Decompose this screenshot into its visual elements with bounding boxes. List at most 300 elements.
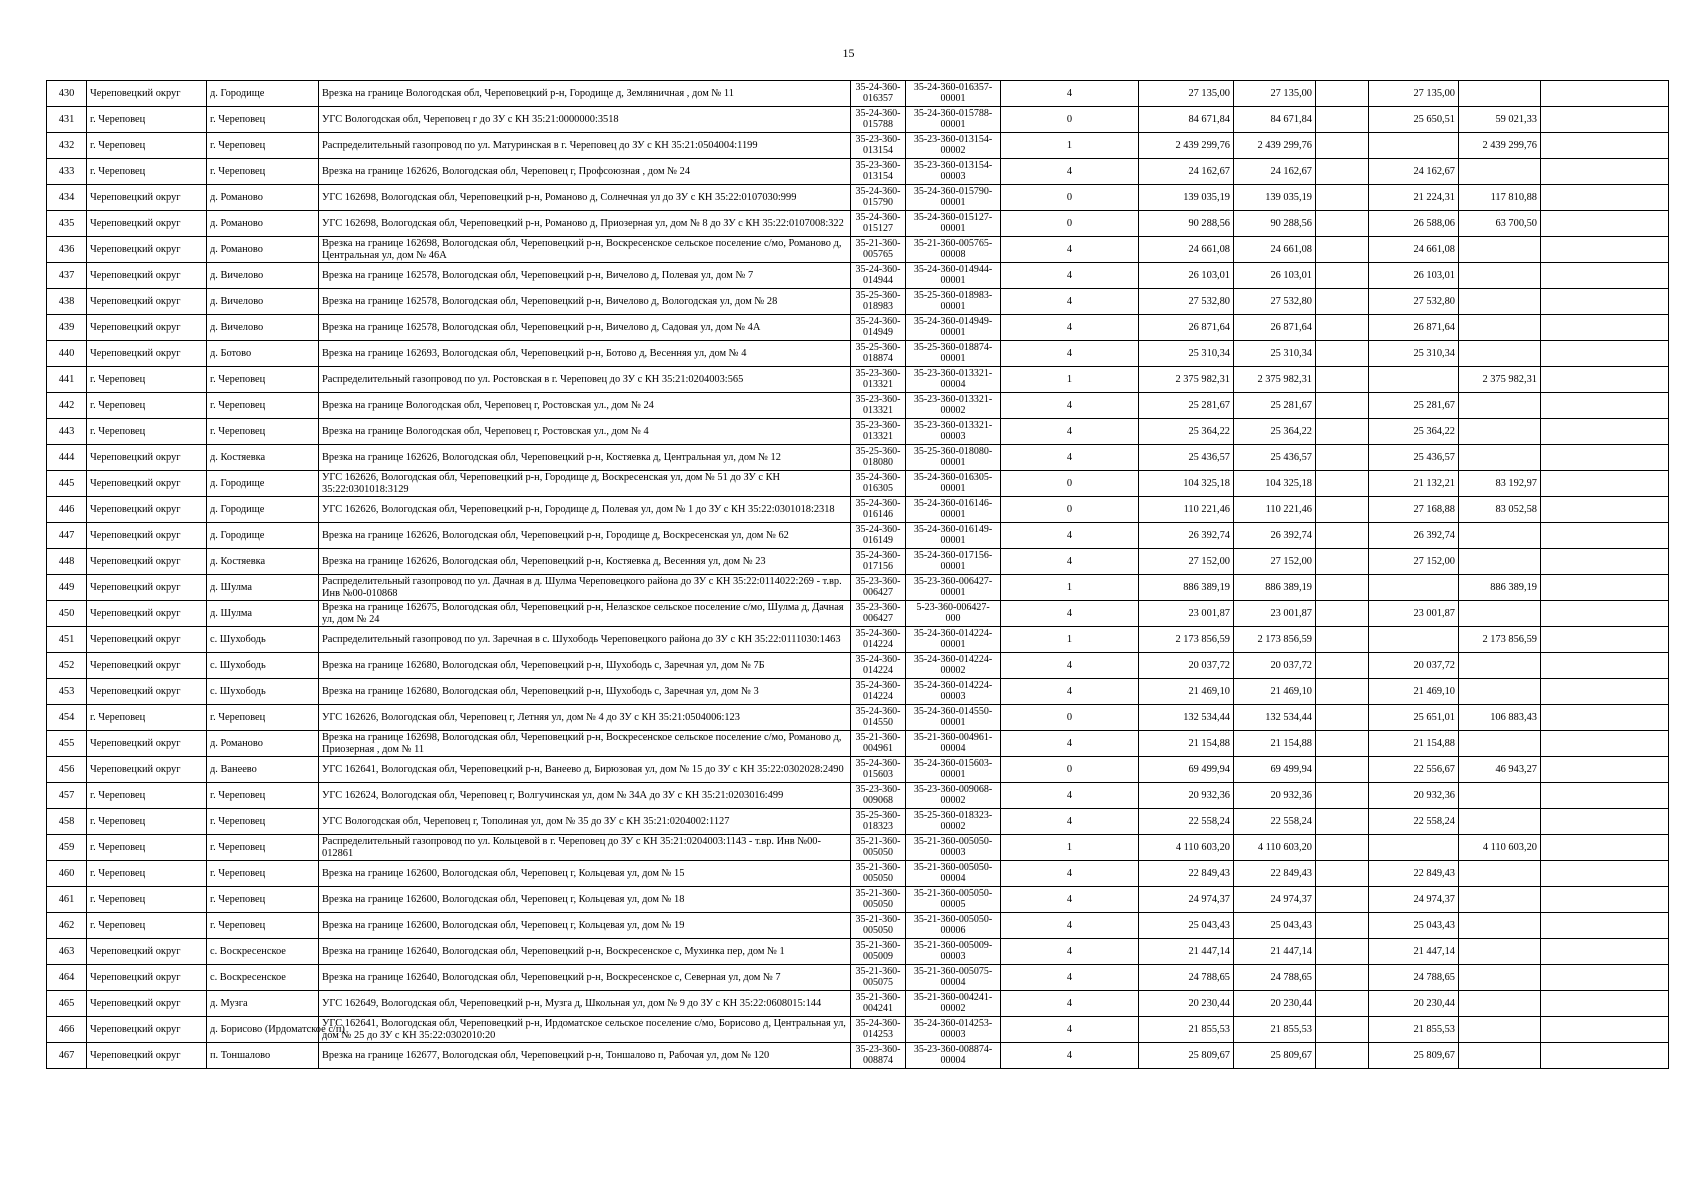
amount-total-cell: 25 436,57	[1139, 445, 1234, 471]
table-row	[47, 263, 1669, 289]
object-code-cell: 35-21-360-005765	[851, 237, 906, 263]
table-row	[47, 601, 1669, 627]
amount-total-cell: 26 103,01	[1139, 263, 1234, 289]
page-number: 15	[842, 46, 855, 60]
settlement-cell: д. Шулма	[207, 601, 319, 627]
description-cell: УГС 162626, Вологодская обл, Череповецкий р-н, Городище д, Полевая ул, дом № 1 до ЗУ с КН 35:22:0301018:2318	[319, 497, 851, 523]
amount-part-2-cell	[1459, 159, 1541, 185]
amount-extra-cell	[1541, 367, 1669, 393]
row-number-cell: 458	[47, 809, 87, 835]
row-number-cell: 442	[47, 393, 87, 419]
row-number-cell: 457	[47, 783, 87, 809]
table-row	[47, 861, 1669, 887]
object-code-cell: 35-21-360-005050	[851, 913, 906, 939]
amount-total-2-cell: 22 849,43	[1234, 861, 1316, 887]
object-subcode-cell: 5-23-360-006427-000	[906, 601, 1001, 627]
amount-total-cell: 21 855,53	[1139, 1017, 1234, 1043]
amount-extra-cell	[1541, 159, 1669, 185]
object-subcode-cell: 35-24-360-014224-00002	[906, 653, 1001, 679]
table-row	[47, 965, 1669, 991]
object-subcode-cell: 35-21-360-004241-00002	[906, 991, 1001, 1017]
okrug-cell: Череповецкий округ	[87, 263, 207, 289]
category-cell: 0	[1001, 471, 1139, 497]
object-subcode-cell: 35-23-360-013321-00004	[906, 367, 1001, 393]
amount-part-2-cell	[1459, 887, 1541, 913]
amount-part-1-cell: 26 588,06	[1369, 211, 1459, 237]
row-number-cell: 463	[47, 939, 87, 965]
object-subcode-cell: 35-24-360-014550-00001	[906, 705, 1001, 731]
okrug-cell: Череповецкий округ	[87, 445, 207, 471]
object-code-cell: 35-24-360-016305	[851, 471, 906, 497]
amount-part-1-cell: 22 556,67	[1369, 757, 1459, 783]
object-code-cell: 35-21-360-005050	[851, 835, 906, 861]
amount-total-cell: 24 661,08	[1139, 237, 1234, 263]
amount-empty-cell	[1316, 237, 1369, 263]
table-row	[47, 913, 1669, 939]
object-subcode-cell: 35-25-360-018874-00001	[906, 341, 1001, 367]
amount-extra-cell	[1541, 289, 1669, 315]
amount-part-2-cell: 106 883,43	[1459, 705, 1541, 731]
amount-part-2-cell	[1459, 731, 1541, 757]
amount-total-cell: 2 375 982,31	[1139, 367, 1234, 393]
object-code-cell: 35-21-360-004241	[851, 991, 906, 1017]
okrug-cell: Череповецкий округ	[87, 185, 207, 211]
category-cell: 0	[1001, 497, 1139, 523]
table-row	[47, 575, 1669, 601]
category-cell: 4	[1001, 549, 1139, 575]
table-row	[47, 393, 1669, 419]
settlement-cell: д. Вичелово	[207, 263, 319, 289]
description-cell: Распределительный газопровод по ул. Заречная в с. Шухободь Череповецкого района до ЗУ с КН 35:22:0111030:1463	[319, 627, 851, 653]
object-code-cell: 35-24-360-014224	[851, 627, 906, 653]
amount-total-2-cell: 2 439 299,76	[1234, 133, 1316, 159]
amount-part-1-cell: 21 154,88	[1369, 731, 1459, 757]
amount-total-2-cell: 24 788,65	[1234, 965, 1316, 991]
amount-part-1-cell: 25 043,43	[1369, 913, 1459, 939]
amount-part-2-cell: 4 110 603,20	[1459, 835, 1541, 861]
amount-total-2-cell: 27 135,00	[1234, 81, 1316, 107]
amount-total-2-cell: 139 035,19	[1234, 185, 1316, 211]
amount-total-2-cell: 132 534,44	[1234, 705, 1316, 731]
row-number-cell: 460	[47, 861, 87, 887]
row-number-cell: 465	[47, 991, 87, 1017]
amount-total-2-cell: 24 661,08	[1234, 237, 1316, 263]
object-code-cell: 35-25-360-018080	[851, 445, 906, 471]
settlement-cell: с. Шухободь	[207, 627, 319, 653]
table-row	[47, 679, 1669, 705]
object-subcode-cell: 35-24-360-015790-00001	[906, 185, 1001, 211]
row-number-cell: 434	[47, 185, 87, 211]
row-number-cell: 467	[47, 1043, 87, 1069]
okrug-cell: Череповецкий округ	[87, 471, 207, 497]
okrug-cell: Череповецкий округ	[87, 497, 207, 523]
amount-total-2-cell: 21 154,88	[1234, 731, 1316, 757]
amount-part-2-cell	[1459, 549, 1541, 575]
amount-part-1-cell: 26 103,01	[1369, 263, 1459, 289]
amount-total-2-cell: 90 288,56	[1234, 211, 1316, 237]
object-subcode-cell: 35-23-360-006427-00001	[906, 575, 1001, 601]
object-subcode-cell: 35-24-360-014224-00003	[906, 679, 1001, 705]
amount-extra-cell	[1541, 653, 1669, 679]
description-cell: УГС 162641, Вологодская обл, Череповецкий р-н, Ванеево д, Бирюзовая ул, дом № 15 до ЗУ с КН 35:22:0302028:2490	[319, 757, 851, 783]
amount-empty-cell	[1316, 471, 1369, 497]
amount-part-2-cell	[1459, 991, 1541, 1017]
object-subcode-cell: 35-24-360-015603-00001	[906, 757, 1001, 783]
category-cell: 4	[1001, 1017, 1139, 1043]
amount-total-cell: 20 932,36	[1139, 783, 1234, 809]
row-number-cell: 450	[47, 601, 87, 627]
amount-total-cell: 21 154,88	[1139, 731, 1234, 757]
amount-part-1-cell: 25 310,34	[1369, 341, 1459, 367]
object-code-cell: 35-24-360-015788	[851, 107, 906, 133]
amount-extra-cell	[1541, 679, 1669, 705]
description-cell: УГС 162626, Вологодская обл, Череповец г, Летняя ул, дом № 4 до ЗУ с КН 35:21:0504006:123	[319, 705, 851, 731]
amount-extra-cell	[1541, 939, 1669, 965]
okrug-cell: Череповецкий округ	[87, 731, 207, 757]
description-cell: Врезка на границе 162578, Вологодская обл, Череповецкий р-н, Вичелово д, Полевая ул, дом № 7	[319, 263, 851, 289]
row-number-cell: 441	[47, 367, 87, 393]
category-cell: 4	[1001, 913, 1139, 939]
amount-total-2-cell: 25 364,22	[1234, 419, 1316, 445]
settlement-cell: г. Череповец	[207, 809, 319, 835]
amount-extra-cell	[1541, 757, 1669, 783]
object-subcode-cell: 35-25-360-018080-00001	[906, 445, 1001, 471]
amount-total-cell: 69 499,94	[1139, 757, 1234, 783]
category-cell: 4	[1001, 653, 1139, 679]
object-code-cell: 35-23-360-013321	[851, 419, 906, 445]
category-cell: 4	[1001, 783, 1139, 809]
amount-total-2-cell: 25 281,67	[1234, 393, 1316, 419]
settlement-cell: г. Череповец	[207, 783, 319, 809]
amount-total-cell: 20 230,44	[1139, 991, 1234, 1017]
description-cell: Врезка на границе 162640, Вологодская обл, Череповецкий р-н, Воскресенское с, Мухинка пер, дом № 1	[319, 939, 851, 965]
amount-part-1-cell: 24 788,65	[1369, 965, 1459, 991]
amount-part-2-cell: 63 700,50	[1459, 211, 1541, 237]
amount-total-cell: 23 001,87	[1139, 601, 1234, 627]
object-code-cell: 35-24-360-015790	[851, 185, 906, 211]
amount-extra-cell	[1541, 341, 1669, 367]
description-cell: Врезка на границе Вологодская обл, Череповец г, Ростовская ул., дом № 24	[319, 393, 851, 419]
amount-empty-cell	[1316, 783, 1369, 809]
category-cell: 0	[1001, 185, 1139, 211]
amount-part-1-cell: 25 281,67	[1369, 393, 1459, 419]
amount-extra-cell	[1541, 315, 1669, 341]
amount-part-2-cell	[1459, 783, 1541, 809]
category-cell: 1	[1001, 133, 1139, 159]
object-code-cell: 35-24-360-014949	[851, 315, 906, 341]
description-cell: УГС 162698, Вологодская обл, Череповецкий р-н, Романово д, Приозерная ул, дом № 8 до ЗУ с КН 35:22:0107008:322	[319, 211, 851, 237]
settlement-cell: д. Вичелово	[207, 289, 319, 315]
amount-total-2-cell: 25 310,34	[1234, 341, 1316, 367]
amount-part-1-cell: 25 651,01	[1369, 705, 1459, 731]
amount-extra-cell	[1541, 783, 1669, 809]
settlement-cell: г. Череповец	[207, 367, 319, 393]
object-subcode-cell: 35-25-360-018323-00002	[906, 809, 1001, 835]
amount-total-cell: 26 392,74	[1139, 523, 1234, 549]
amount-extra-cell	[1541, 861, 1669, 887]
amount-part-2-cell: 2 439 299,76	[1459, 133, 1541, 159]
table-row	[47, 185, 1669, 211]
category-cell: 1	[1001, 367, 1139, 393]
settlement-cell: г. Череповец	[207, 393, 319, 419]
amount-total-cell: 22 849,43	[1139, 861, 1234, 887]
amount-empty-cell	[1316, 913, 1369, 939]
okrug-cell: Череповецкий округ	[87, 289, 207, 315]
okrug-cell: Череповецкий округ	[87, 81, 207, 107]
category-cell: 1	[1001, 575, 1139, 601]
amount-total-2-cell: 20 932,36	[1234, 783, 1316, 809]
description-cell: Врезка на границе Вологодская обл, Череповецкий р-н, Городище д, Земляничная , дом № 11	[319, 81, 851, 107]
row-number-cell: 440	[47, 341, 87, 367]
amount-extra-cell	[1541, 887, 1669, 913]
settlement-cell: г. Череповец	[207, 107, 319, 133]
okrug-cell: г. Череповец	[87, 887, 207, 913]
description-cell: Распределительный газопровод по ул. Кольцевой в г. Череповец до ЗУ с КН 35:21:0204003:1143 - т.вр. Инв №00-012861	[319, 835, 851, 861]
amount-total-2-cell: 26 103,01	[1234, 263, 1316, 289]
amount-total-cell: 84 671,84	[1139, 107, 1234, 133]
object-subcode-cell: 35-23-360-013321-00002	[906, 393, 1001, 419]
okrug-cell: г. Череповец	[87, 419, 207, 445]
description-cell: Врезка на границе Вологодская обл, Череповец г, Ростовская ул., дом № 4	[319, 419, 851, 445]
amount-empty-cell	[1316, 965, 1369, 991]
category-cell: 4	[1001, 159, 1139, 185]
row-number-cell: 432	[47, 133, 87, 159]
okrug-cell: Череповецкий округ	[87, 1043, 207, 1069]
okrug-cell: г. Череповец	[87, 835, 207, 861]
amount-part-2-cell: 117 810,88	[1459, 185, 1541, 211]
settlement-cell: д. Романово	[207, 211, 319, 237]
amount-part-2-cell: 2 375 982,31	[1459, 367, 1541, 393]
category-cell: 4	[1001, 263, 1139, 289]
description-cell: Врезка на границе 162675, Вологодская обл, Череповецкий р-н, Нелазское сельское поселение с/мо, Шулма д, Дачная ул, дом № 24	[319, 601, 851, 627]
row-number-cell: 451	[47, 627, 87, 653]
settlement-cell: д. Романово	[207, 185, 319, 211]
settlement-cell: г. Череповец	[207, 887, 319, 913]
object-code-cell: 35-24-360-014224	[851, 679, 906, 705]
amount-part-1-cell	[1369, 367, 1459, 393]
table-row	[47, 887, 1669, 913]
object-subcode-cell: 35-23-360-008874-00004	[906, 1043, 1001, 1069]
amount-total-cell: 24 788,65	[1139, 965, 1234, 991]
description-cell: Врезка на границе 162578, Вологодская обл, Череповецкий р-н, Вичелово д, Садовая ул, дом № 4А	[319, 315, 851, 341]
settlement-cell: д. Костяевка	[207, 445, 319, 471]
amount-extra-cell	[1541, 991, 1669, 1017]
settlement-cell: д. Городище	[207, 523, 319, 549]
amount-empty-cell	[1316, 1043, 1369, 1069]
amount-extra-cell	[1541, 237, 1669, 263]
object-code-cell: 35-24-360-016149	[851, 523, 906, 549]
category-cell: 1	[1001, 627, 1139, 653]
description-cell: УГС 162626, Вологодская обл, Череповецкий р-н, Городище д, Воскресенская ул, дом № 51 до ЗУ с КН 35:22:0301018:3129	[319, 471, 851, 497]
settlement-cell: г. Череповец	[207, 861, 319, 887]
amount-total-cell: 110 221,46	[1139, 497, 1234, 523]
table-row	[47, 1017, 1669, 1043]
amount-total-2-cell: 26 392,74	[1234, 523, 1316, 549]
amount-empty-cell	[1316, 861, 1369, 887]
amount-extra-cell	[1541, 575, 1669, 601]
category-cell: 4	[1001, 315, 1139, 341]
amount-total-2-cell: 27 152,00	[1234, 549, 1316, 575]
table-row	[47, 835, 1669, 861]
object-subcode-cell: 35-24-360-014253-00003	[906, 1017, 1001, 1043]
table-row	[47, 107, 1669, 133]
settlement-cell: д. Городище	[207, 497, 319, 523]
object-subcode-cell: 35-24-360-017156-00001	[906, 549, 1001, 575]
amount-empty-cell	[1316, 627, 1369, 653]
description-cell: УГС 162698, Вологодская обл, Череповецкий р-н, Романово д, Солнечная ул до ЗУ с КН 35:22:0107030:999	[319, 185, 851, 211]
okrug-cell: Череповецкий округ	[87, 315, 207, 341]
object-code-cell: 35-21-360-004961	[851, 731, 906, 757]
settlement-cell: д. Борисово (Ирдоматское с/п)	[207, 1017, 319, 1043]
amount-total-cell: 886 389,19	[1139, 575, 1234, 601]
description-cell: Врезка на границе 162626, Вологодская обл, Череповецкий р-н, Городище д, Воскресенская ул, дом № 62	[319, 523, 851, 549]
amount-extra-cell	[1541, 835, 1669, 861]
amount-total-2-cell: 4 110 603,20	[1234, 835, 1316, 861]
amount-part-2-cell	[1459, 315, 1541, 341]
object-code-cell: 35-24-360-015603	[851, 757, 906, 783]
okrug-cell: Череповецкий округ	[87, 627, 207, 653]
okrug-cell: г. Череповец	[87, 783, 207, 809]
table-row	[47, 211, 1669, 237]
amount-total-2-cell: 27 532,80	[1234, 289, 1316, 315]
amount-extra-cell	[1541, 549, 1669, 575]
row-number-cell: 433	[47, 159, 87, 185]
okrug-cell: Череповецкий округ	[87, 523, 207, 549]
amount-part-1-cell: 25 436,57	[1369, 445, 1459, 471]
amount-part-2-cell: 2 173 856,59	[1459, 627, 1541, 653]
amount-total-cell: 20 037,72	[1139, 653, 1234, 679]
row-number-cell: 438	[47, 289, 87, 315]
registry-table	[46, 80, 1669, 1069]
amount-total-cell: 2 173 856,59	[1139, 627, 1234, 653]
amount-extra-cell	[1541, 627, 1669, 653]
category-cell: 4	[1001, 965, 1139, 991]
amount-total-2-cell: 2 375 982,31	[1234, 367, 1316, 393]
settlement-cell: г. Череповец	[207, 705, 319, 731]
okrug-cell: Череповецкий округ	[87, 211, 207, 237]
amount-part-2-cell	[1459, 809, 1541, 835]
category-cell: 1	[1001, 835, 1139, 861]
amount-part-1-cell: 24 661,08	[1369, 237, 1459, 263]
category-cell: 4	[1001, 237, 1139, 263]
table-row	[47, 367, 1669, 393]
amount-part-1-cell: 21 469,10	[1369, 679, 1459, 705]
amount-total-cell: 25 281,67	[1139, 393, 1234, 419]
object-code-cell: 35-25-360-018323	[851, 809, 906, 835]
description-cell: Распределительный газопровод по ул. Матуринская в г. Череповец до ЗУ с КН 35:21:0504004:1199	[319, 133, 851, 159]
amount-part-1-cell: 24 162,67	[1369, 159, 1459, 185]
amount-extra-cell	[1541, 471, 1669, 497]
amount-part-2-cell: 59 021,33	[1459, 107, 1541, 133]
description-cell: Врезка на границе 162578, Вологодская обл, Череповецкий р-н, Вичелово д, Вологодская ул, дом № 28	[319, 289, 851, 315]
amount-part-2-cell: 886 389,19	[1459, 575, 1541, 601]
amount-empty-cell	[1316, 939, 1369, 965]
object-code-cell: 35-23-360-006427	[851, 575, 906, 601]
object-code-cell: 35-24-360-014550	[851, 705, 906, 731]
row-number-cell: 446	[47, 497, 87, 523]
table-row	[47, 445, 1669, 471]
row-number-cell: 437	[47, 263, 87, 289]
okrug-cell: Череповецкий округ	[87, 939, 207, 965]
settlement-cell: с. Воскресенское	[207, 939, 319, 965]
amount-part-2-cell	[1459, 81, 1541, 107]
okrug-cell: Череповецкий округ	[87, 341, 207, 367]
row-number-cell: 445	[47, 471, 87, 497]
amount-part-1-cell: 20 230,44	[1369, 991, 1459, 1017]
amount-total-cell: 25 310,34	[1139, 341, 1234, 367]
amount-total-2-cell: 25 809,67	[1234, 1043, 1316, 1069]
object-subcode-cell: 35-24-360-016146-00001	[906, 497, 1001, 523]
amount-total-cell: 2 439 299,76	[1139, 133, 1234, 159]
amount-extra-cell	[1541, 419, 1669, 445]
amount-total-2-cell: 21 447,14	[1234, 939, 1316, 965]
table-row	[47, 497, 1669, 523]
amount-part-1-cell: 27 135,00	[1369, 81, 1459, 107]
amount-empty-cell	[1316, 991, 1369, 1017]
row-number-cell: 455	[47, 731, 87, 757]
settlement-cell: д. Вичелово	[207, 315, 319, 341]
amount-extra-cell	[1541, 731, 1669, 757]
amount-total-cell: 24 162,67	[1139, 159, 1234, 185]
table-row	[47, 783, 1669, 809]
amount-extra-cell	[1541, 913, 1669, 939]
amount-empty-cell	[1316, 107, 1369, 133]
object-subcode-cell: 35-24-360-016357-00001	[906, 81, 1001, 107]
amount-empty-cell	[1316, 809, 1369, 835]
amount-empty-cell	[1316, 835, 1369, 861]
amount-empty-cell	[1316, 575, 1369, 601]
okrug-cell: Череповецкий округ	[87, 575, 207, 601]
table-row	[47, 315, 1669, 341]
object-subcode-cell: 35-21-360-004961-00004	[906, 731, 1001, 757]
table-row	[47, 991, 1669, 1017]
amount-empty-cell	[1316, 367, 1369, 393]
okrug-cell: Череповецкий округ	[87, 653, 207, 679]
settlement-cell: д. Ботово	[207, 341, 319, 367]
okrug-cell: Череповецкий округ	[87, 965, 207, 991]
row-number-cell: 454	[47, 705, 87, 731]
category-cell: 4	[1001, 523, 1139, 549]
settlement-cell: д. Романово	[207, 237, 319, 263]
amount-empty-cell	[1316, 679, 1369, 705]
amount-extra-cell	[1541, 185, 1669, 211]
object-code-cell: 35-23-360-013321	[851, 393, 906, 419]
amount-part-2-cell: 83 192,97	[1459, 471, 1541, 497]
okrug-cell: Череповецкий округ	[87, 549, 207, 575]
description-cell: Врезка на границе 162600, Вологодская обл, Череповец г, Кольцевая ул, дом № 19	[319, 913, 851, 939]
category-cell: 0	[1001, 705, 1139, 731]
object-code-cell: 35-24-360-017156	[851, 549, 906, 575]
row-number-cell: 436	[47, 237, 87, 263]
amount-part-1-cell	[1369, 835, 1459, 861]
amount-empty-cell	[1316, 757, 1369, 783]
settlement-cell: д. Городище	[207, 81, 319, 107]
amount-empty-cell	[1316, 1017, 1369, 1043]
amount-total-2-cell: 25 043,43	[1234, 913, 1316, 939]
okrug-cell: г. Череповец	[87, 367, 207, 393]
object-subcode-cell: 35-21-360-005075-00004	[906, 965, 1001, 991]
amount-empty-cell	[1316, 887, 1369, 913]
amount-empty-cell	[1316, 523, 1369, 549]
category-cell: 4	[1001, 731, 1139, 757]
amount-total-cell: 27 532,80	[1139, 289, 1234, 315]
amount-extra-cell	[1541, 523, 1669, 549]
amount-empty-cell	[1316, 81, 1369, 107]
amount-part-1-cell	[1369, 133, 1459, 159]
row-number-cell: 449	[47, 575, 87, 601]
amount-total-2-cell: 26 871,64	[1234, 315, 1316, 341]
category-cell: 4	[1001, 419, 1139, 445]
